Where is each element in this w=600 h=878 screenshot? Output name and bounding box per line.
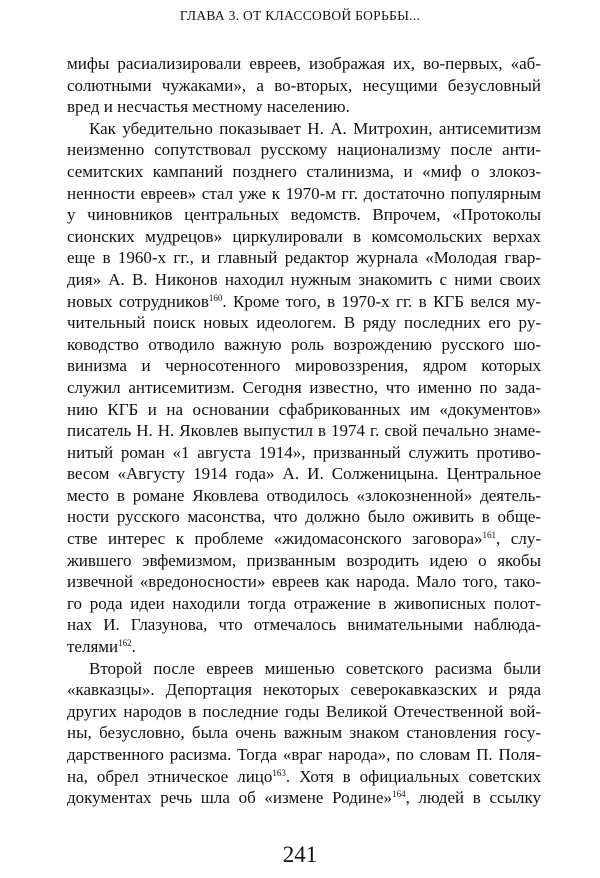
text-line	[67, 75, 541, 97]
line-text: чительный поиск новых идеологем. В ряду последних его ру-	[67, 313, 541, 333]
line-text: ненности евреев» стал уже к 1970-м гг. достаточно популярным	[67, 183, 541, 203]
line-text: нитый роман «1 августа 1914», призванный служить противо-	[67, 442, 541, 462]
text-line	[67, 420, 541, 442]
line-text: ны, безусловно, была очень важным знаком становления госу-	[67, 723, 541, 743]
text-line	[67, 571, 541, 593]
line-text: вред и несчастья местному населению.	[67, 97, 350, 117]
text-line	[67, 161, 541, 183]
text-line	[67, 679, 541, 701]
text-line	[67, 247, 541, 269]
text-line	[67, 701, 541, 723]
line-text: документах речь шла об «измене Родине»	[67, 788, 393, 808]
page-number: 241	[282, 842, 318, 867]
text-line	[67, 183, 541, 205]
line-text-continued: . Хотя в официальных советских	[285, 766, 541, 786]
line-text: дарственного расизма. Тогда «враг народа», по словам П. Поля-	[67, 745, 541, 764]
line-text: еще в 1960-х гг., и главный редактор журнала «Молодая гвар-	[67, 248, 541, 268]
line-text: весом «Августу 1914 года» А. И. Солженицына. Центральное	[67, 464, 541, 484]
line-text: место в романе Яковлева отводилось «злокозненной» деятель-	[67, 485, 541, 505]
text-line	[67, 744, 541, 766]
line-text-continued: .	[131, 637, 136, 657]
footnote-ref: 163	[272, 767, 286, 778]
body-text	[67, 53, 541, 809]
footnote-ref: 160	[208, 292, 223, 303]
text-line	[67, 355, 541, 377]
line-text: нах И. Глазунова, что отмечалось внимательными наблюда-	[67, 615, 541, 635]
running-header: ГЛАВА 3. ОТ КЛАССОВОЙ БОРЬБЫ...	[179, 8, 421, 23]
line-text: неизменно сопутствовал русскому национализму после анти-	[67, 140, 541, 160]
text-line	[67, 766, 541, 788]
line-text: сионских мудрецов» циркулировали в комсомольских верхах	[67, 226, 541, 246]
line-text: других народов в последние годы Великой Отечественной вой-	[67, 701, 541, 721]
text-line	[67, 722, 541, 744]
line-text: ности русского масонства, что должно было оживить в обще-	[67, 507, 541, 527]
text-line	[67, 226, 541, 248]
line-text: телями	[67, 637, 119, 657]
line-text-continued: , слу-	[496, 529, 541, 549]
text-line	[67, 118, 541, 140]
line-text: извечной «вредоносности» евреев как народа. Мало того, тако-	[67, 572, 541, 592]
line-text-continued: , людей в ссылку	[405, 788, 541, 808]
text-line	[67, 139, 541, 161]
text-line	[67, 463, 541, 485]
text-line	[67, 96, 541, 118]
line-text: служил антисемитизм. Сегодня известно, что именно по зада-	[67, 377, 541, 397]
line-text: на, обрел этническое лицо	[67, 766, 273, 786]
line-text: солютными чужаками», а во-вторых, несущими безусловный	[67, 75, 541, 95]
text-line	[67, 528, 541, 550]
line-text: ководство отводило важную роль возрождению русского шо-	[67, 334, 541, 354]
line-text: Второй после евреев мишенью советского расизма были	[89, 658, 541, 678]
text-line	[67, 506, 541, 528]
text-line	[67, 636, 541, 658]
line-text: нию КГБ и на основании сфабрикованных им «документов»	[67, 399, 541, 419]
text-line	[67, 614, 541, 636]
text-line	[67, 787, 541, 809]
line-text: Как убедительно показывает Н. А. Митрохин, антисемитизм	[89, 118, 541, 138]
footnote-ref: 164	[392, 789, 406, 800]
line-text: новых сотрудников	[67, 291, 209, 311]
line-text: писатель Н. Н. Яковлев выпустил в 1974 г. свой печально знаме-	[67, 421, 541, 441]
text-line	[67, 399, 541, 421]
line-text: дия» А. В. Никонов находил нужным знакомить с ними своих	[67, 269, 541, 289]
text-line	[67, 53, 541, 75]
line-text: «кавказцы». Депортация некоторых северокавказских и ряда	[67, 680, 541, 700]
line-text: у чиновников центральных ведомств. Впрочем, «Протоколы	[67, 205, 541, 225]
line-text: жившего эвфемизмом, призванным возродить идею о якобы	[67, 550, 541, 570]
text-line	[67, 658, 541, 680]
text-line	[67, 312, 541, 334]
text-line	[67, 291, 541, 313]
footnote-ref: 161	[482, 530, 496, 541]
text-line	[67, 269, 541, 291]
line-text: семитских кампаний позднего сталинизма, и «миф о злокоз-	[67, 161, 541, 181]
text-line	[67, 550, 541, 572]
line-text: стве интерес к проблеме «жидомасонского заговора»	[67, 529, 483, 549]
line-text: го рода идеи находили тогда отражение в живописных полот-	[67, 593, 541, 613]
text-line	[67, 334, 541, 356]
line-text-continued: . Кроме того, в 1970-х гг. в КГБ велся му-	[222, 291, 541, 311]
text-line	[67, 485, 541, 507]
line-text: мифы расиализировали евреев, изображая их, во-первых, «аб-	[67, 54, 541, 73]
text-line	[67, 442, 541, 464]
text-line	[67, 204, 541, 226]
line-text: винизма и черносотенного мировоззрения, ядром которых	[67, 356, 541, 376]
text-line	[67, 593, 541, 615]
footnote-ref: 162	[118, 638, 132, 649]
text-line	[67, 377, 541, 399]
